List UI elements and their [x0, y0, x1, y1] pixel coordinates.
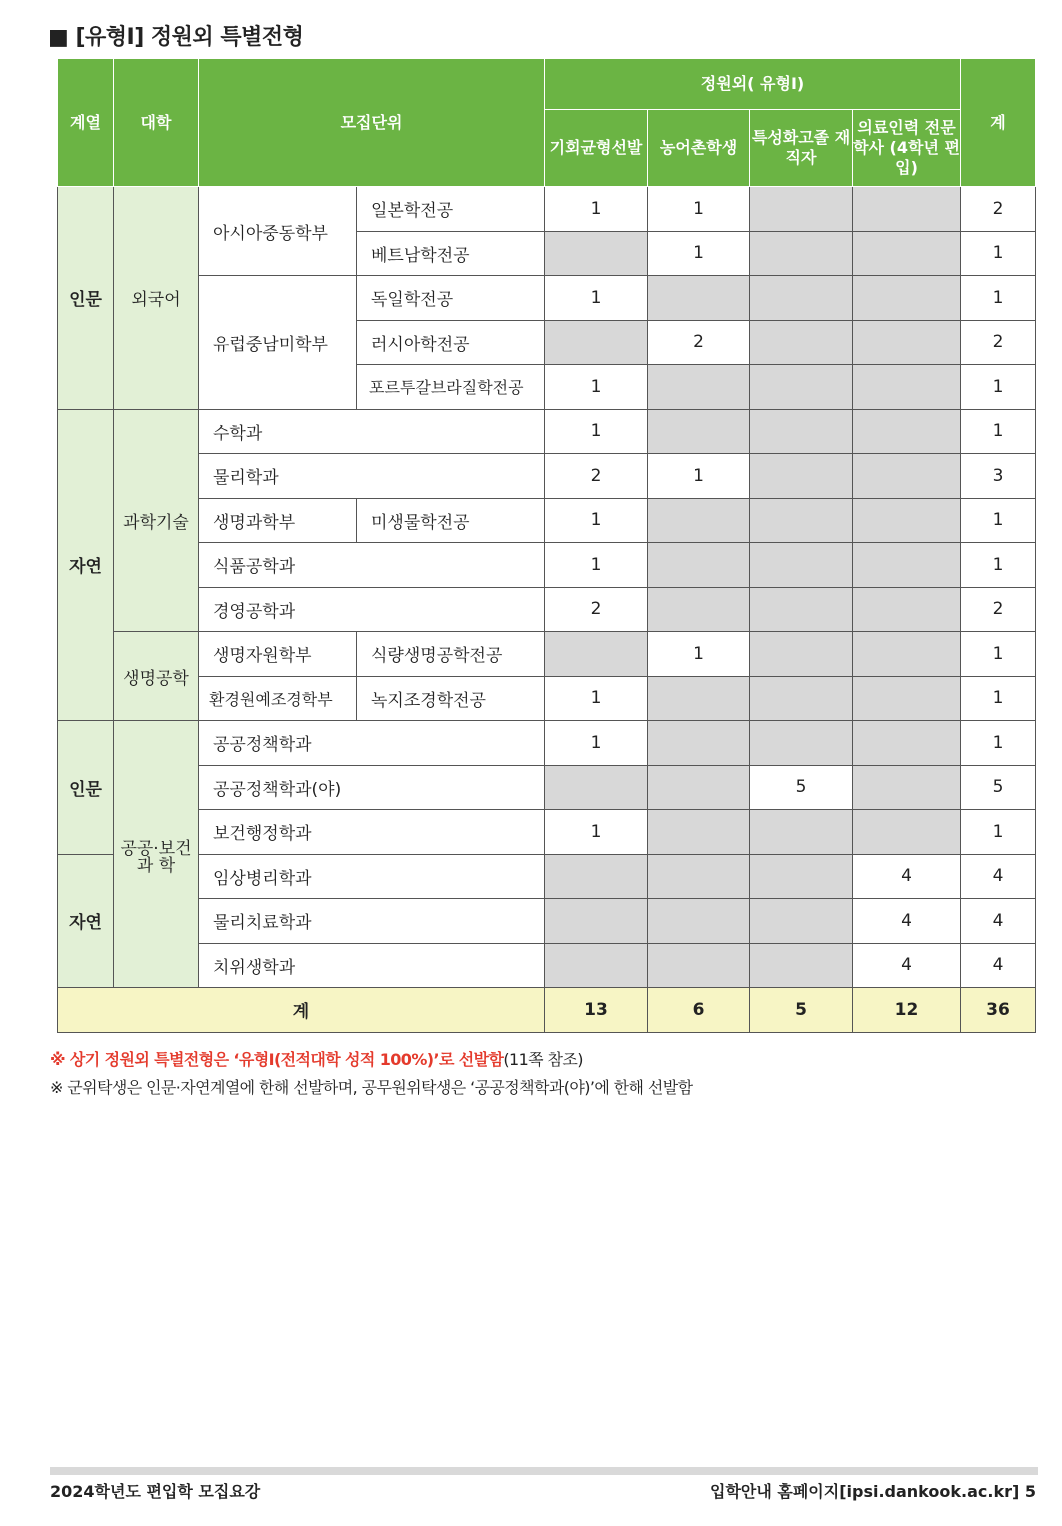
cell-c4: 4 [853, 899, 961, 944]
cell-na [750, 409, 853, 454]
cell-na [648, 409, 750, 454]
dept-asia: 아시아중동학부 [199, 187, 357, 276]
cell-na [648, 854, 750, 899]
cell-na [853, 276, 961, 321]
cell-na [853, 365, 961, 410]
cell-na [853, 543, 961, 588]
footer-divider [50, 1467, 1038, 1475]
cell-na [853, 765, 961, 810]
major: 식량생명공학전공 [357, 632, 545, 677]
header-col4: 의료인력 전문학사 (4학년 편입) [853, 110, 961, 187]
cell-na [545, 765, 648, 810]
cell-total: 1 [961, 276, 1036, 321]
college-foreign: 외국어 [114, 187, 199, 410]
note-1-highlight: ※ 상기 정원외 특별전형은 ‘유형Ⅰ(전적대학 성적 100%)’로 선발함 [50, 1050, 504, 1069]
cell-na [750, 543, 853, 588]
cell-total: 2 [961, 187, 1036, 232]
cell-na [750, 676, 853, 721]
dept: 생명과학부 [199, 498, 357, 543]
note-1 [50, 1047, 583, 1070]
cell-na [648, 810, 750, 855]
cell-na [853, 721, 961, 766]
cell-c2: 2 [648, 320, 750, 365]
cell-c1: 1 [545, 187, 648, 232]
cell-total: 4 [961, 854, 1036, 899]
cell-c2: 1 [648, 632, 750, 677]
cell-c1: 2 [545, 587, 648, 632]
cell-c1: 2 [545, 454, 648, 499]
cell-na [750, 454, 853, 499]
college-bio: 생명공학 [114, 632, 199, 721]
header-series: 계열 [58, 59, 114, 187]
page-title: ■ [유형Ⅰ] 정원외 특별전형 [48, 25, 304, 50]
total-c4: 12 [853, 988, 961, 1033]
header-quota-outside: 정원외( 유형Ⅰ) [545, 59, 961, 110]
cell-na [648, 276, 750, 321]
cell-na [853, 454, 961, 499]
cell-total: 1 [961, 365, 1036, 410]
cell-na [853, 231, 961, 276]
cell-c1: 1 [545, 498, 648, 543]
dept: 공공정책학과(야) [199, 765, 545, 810]
header-col2: 농어촌학생 [648, 110, 750, 187]
cell-total: 1 [961, 231, 1036, 276]
header-unit: 모집단위 [199, 59, 545, 187]
header-total: 계 [961, 59, 1036, 187]
cell-na [545, 943, 648, 988]
cell-na [853, 587, 961, 632]
cell-na [648, 498, 750, 543]
dept: 물리학과 [199, 454, 545, 499]
cell-na [750, 854, 853, 899]
total-c3: 5 [750, 988, 853, 1033]
cell-c1: 1 [545, 409, 648, 454]
series-nature: 자연 [58, 409, 114, 721]
college-public: 공공·보건 과 학 [114, 721, 199, 988]
dept: 물리치료학과 [199, 899, 545, 944]
cell-total: 4 [961, 943, 1036, 988]
college-science: 과학기술 [114, 409, 199, 632]
footer-homepage: 입학안내 홈페이지[ipsi.dankook.ac.kr] 5 [709, 1482, 1036, 1501]
cell-total: 4 [961, 899, 1036, 944]
cell-total: 1 [961, 810, 1036, 855]
cell-na [750, 721, 853, 766]
note-1-ref: (11쪽 참조) [503, 1050, 583, 1069]
series-humanities: 인문 [58, 187, 114, 410]
major: 녹지조경학전공 [357, 676, 545, 721]
series-humanities-2: 인문 [58, 721, 114, 855]
note-2: ※ 군위탁생은 인문·자연계열에 한해 선발하며, 공무원위탁생은 ‘공공정책학과(야)’에 한해 선발함 [50, 1078, 693, 1097]
cell-na [853, 498, 961, 543]
dept: 공공정책학과 [199, 721, 545, 766]
total-all: 36 [961, 988, 1036, 1033]
cell-total: 3 [961, 454, 1036, 499]
cell-c4: 4 [853, 943, 961, 988]
cell-na [750, 187, 853, 232]
cell-na [648, 943, 750, 988]
cell-na [853, 632, 961, 677]
cell-na [545, 899, 648, 944]
cell-na [750, 498, 853, 543]
dept: 식품공학과 [199, 543, 545, 588]
cell-na [853, 409, 961, 454]
dept: 환경원예조경학부 [199, 676, 357, 721]
cell-c2: 1 [648, 231, 750, 276]
cell-total: 1 [961, 543, 1036, 588]
cell-c1: 1 [545, 365, 648, 410]
major: 일본학전공 [357, 187, 545, 232]
header-col1: 기회균형선발 [545, 110, 648, 187]
cell-c2: 1 [648, 454, 750, 499]
cell-c1: 1 [545, 810, 648, 855]
header-college: 대학 [114, 59, 199, 187]
cell-na [853, 810, 961, 855]
major: 미생물학전공 [357, 498, 545, 543]
dept: 수학과 [199, 409, 545, 454]
cell-na [853, 676, 961, 721]
cell-na [750, 231, 853, 276]
cell-na [750, 943, 853, 988]
total-label: 계 [58, 988, 545, 1033]
cell-total: 1 [961, 721, 1036, 766]
major: 포르투갈브라질학전공 [357, 365, 545, 410]
cell-total: 5 [961, 765, 1036, 810]
cell-c1: 1 [545, 276, 648, 321]
cell-na [648, 676, 750, 721]
cell-total: 2 [961, 587, 1036, 632]
cell-c4: 4 [853, 854, 961, 899]
cell-c1: 1 [545, 721, 648, 766]
total-c1: 13 [545, 988, 648, 1033]
total-c2: 6 [648, 988, 750, 1033]
cell-na [750, 632, 853, 677]
footer-title: 2024학년도 편입학 모집요강 [50, 1482, 261, 1501]
cell-na [648, 587, 750, 632]
cell-na [750, 276, 853, 321]
admission-table [57, 58, 1036, 1033]
dept: 임상병리학과 [199, 854, 545, 899]
series-nature-2: 자연 [58, 854, 114, 988]
cell-c2: 1 [648, 187, 750, 232]
cell-na [750, 320, 853, 365]
cell-na [648, 899, 750, 944]
cell-na [648, 543, 750, 588]
dept: 치위생학과 [199, 943, 545, 988]
cell-c1: 1 [545, 676, 648, 721]
cell-na [750, 587, 853, 632]
major: 러시아학전공 [357, 320, 545, 365]
cell-na [853, 320, 961, 365]
major: 독일학전공 [357, 276, 545, 321]
cell-na [648, 765, 750, 810]
dept: 보건행정학과 [199, 810, 545, 855]
cell-total: 2 [961, 320, 1036, 365]
cell-total: 1 [961, 632, 1036, 677]
cell-na [545, 854, 648, 899]
cell-total: 1 [961, 498, 1036, 543]
cell-na [648, 721, 750, 766]
cell-total: 1 [961, 676, 1036, 721]
dept-europe: 유럽중남미학부 [199, 276, 357, 410]
dept: 경영공학과 [199, 587, 545, 632]
header-col3: 특성화고졸 재직자 [750, 110, 853, 187]
cell-na [648, 365, 750, 410]
cell-c1: 1 [545, 543, 648, 588]
cell-na [750, 810, 853, 855]
cell-na [545, 320, 648, 365]
cell-total: 1 [961, 409, 1036, 454]
cell-na [853, 187, 961, 232]
cell-na [750, 365, 853, 410]
cell-na [545, 231, 648, 276]
cell-c3: 5 [750, 765, 853, 810]
major: 베트남학전공 [357, 231, 545, 276]
dept: 생명자원학부 [199, 632, 357, 677]
cell-na [750, 899, 853, 944]
cell-na [545, 632, 648, 677]
